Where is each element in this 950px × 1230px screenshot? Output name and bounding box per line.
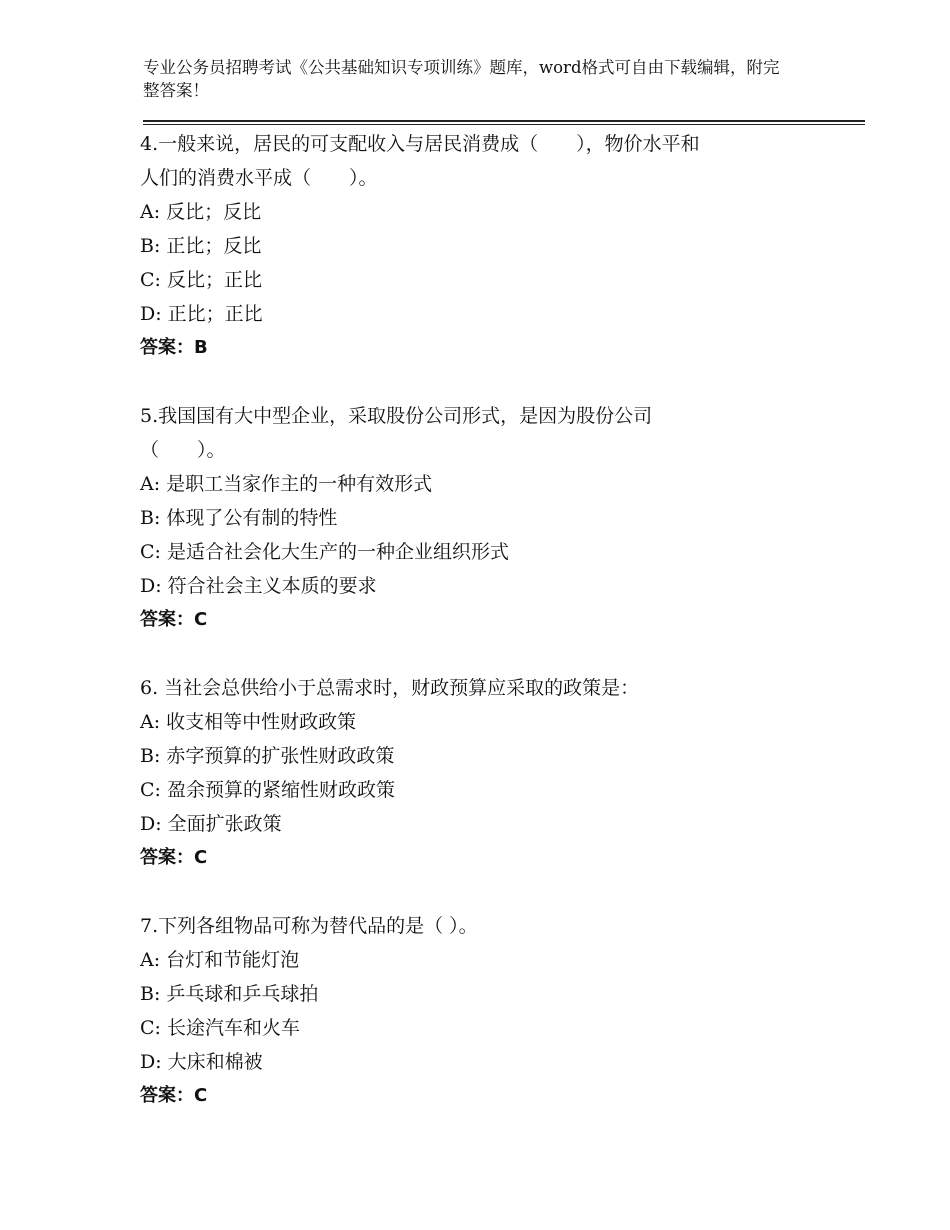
option-a: A: 是职工当家作主的一种有效形式 xyxy=(140,473,433,495)
question-stem-line: 6. 当社会总供给小于总需求时，财政预算应采取的政策是： xyxy=(140,677,640,699)
question-7 xyxy=(140,909,840,1113)
header-divider-thin xyxy=(143,124,865,125)
option-a: A: 台灯和节能灯泡 xyxy=(140,949,300,971)
option-d: D: 符合社会主义本质的要求 xyxy=(140,575,377,597)
option-c: C: 反比；正比 xyxy=(140,269,262,291)
header-divider xyxy=(143,120,865,126)
question-stem-line: 7.下列各组物品可称为替代品的是（ ）。 xyxy=(140,915,478,937)
spacer xyxy=(140,875,840,909)
option-b: B: 正比；反比 xyxy=(140,235,262,257)
question-5 xyxy=(140,399,840,637)
answer-label: 答案：C xyxy=(140,609,208,630)
option-d: D: 正比；正比 xyxy=(140,303,263,325)
option-b: B: 赤字预算的扩张性财政政策 xyxy=(140,745,395,767)
question-4 xyxy=(140,127,840,365)
question-stem-line: 4.一般来说，居民的可支配收入与居民消费成（ ），物价水平和 xyxy=(140,133,700,155)
option-c: C: 长途汽车和火车 xyxy=(140,1017,300,1039)
answer-label: 答案：B xyxy=(140,337,208,358)
option-d: D: 全面扩张政策 xyxy=(140,813,282,835)
option-d: D: 大床和棉被 xyxy=(140,1051,263,1073)
document-header: 专业公务员招聘考试《公共基础知识专项训练》题库，word格式可自由下载编辑，附完整答案！ xyxy=(143,58,780,100)
option-b: B: 乒乓球和乒乓球拍 xyxy=(140,983,319,1005)
option-c: C: 是适合社会化大生产的一种企业组织形式 xyxy=(140,541,509,563)
header-divider-thick xyxy=(143,120,865,122)
option-a: A: 收支相等中性财政政策 xyxy=(140,711,357,733)
spacer xyxy=(140,637,840,671)
question-list xyxy=(140,127,840,1113)
question-6 xyxy=(140,671,840,875)
spacer xyxy=(140,365,840,399)
question-stem-line: 人们的消费水平成（ ）。 xyxy=(140,167,378,189)
answer-label: 答案：C xyxy=(140,1085,208,1106)
option-c: C: 盈余预算的紧缩性财政政策 xyxy=(140,779,395,801)
question-stem-line: 5.我国国有大中型企业，采取股份公司形式，是因为股份公司 xyxy=(140,405,653,427)
answer-label: 答案：C xyxy=(140,847,208,868)
question-stem-line: （ ）。 xyxy=(140,439,226,461)
option-a: A: 反比；反比 xyxy=(140,201,262,223)
option-b: B: 体现了公有制的特性 xyxy=(140,507,338,529)
